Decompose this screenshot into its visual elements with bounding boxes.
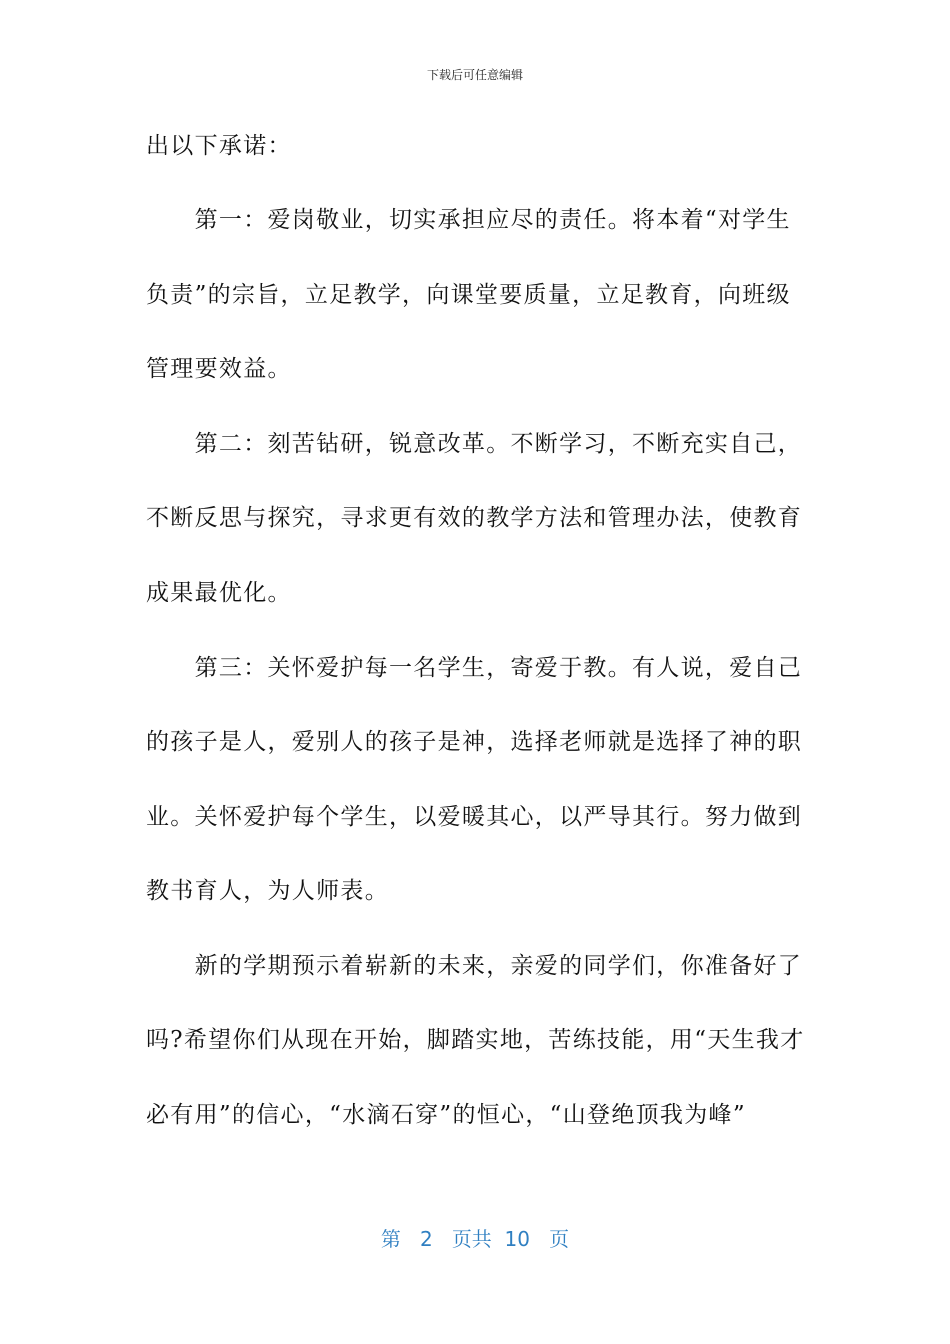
footer-middle: 页共 — [451, 1227, 492, 1251]
text-line: 成果最优化。 — [146, 580, 292, 606]
footer-suffix: 页 — [549, 1227, 570, 1251]
text-line: 必有用”的信心，“水滴石穿”的恒心，“山登绝顶我为峰” — [146, 1102, 746, 1128]
current-page-number: 2 — [420, 1227, 433, 1251]
text-line: 管理要效益。 — [146, 356, 292, 382]
text-line: 第二：刻苦钻研，锐意改革。不断学习，不断充实自己， — [146, 431, 803, 457]
text-line: 业。关怀爱护每个学生，以爱暖其心，以严导其行。努力做到 — [146, 804, 803, 830]
text-line: 出以下承诺： — [146, 133, 292, 159]
text-line: 吗?希望你们从现在开始，脚踏实地，苦练技能，用“天生我才 — [146, 1027, 805, 1053]
text-line: 新的学期预示着崭新的未来，亲爱的同学们，你准备好了 — [146, 953, 803, 979]
page-number-footer — [0, 1226, 950, 1252]
text-line: 第一：爱岗敬业，切实承担应尽的责任。将本着“对学生 — [146, 207, 791, 233]
text-line: 负责”的宗旨，立足教学，向课堂要质量，立足教育，向班级 — [146, 282, 791, 308]
footer-prefix: 第 — [380, 1227, 401, 1251]
text-line: 的孩子是人，爱别人的孩子是神，选择老师就是选择了神的职 — [146, 729, 803, 755]
header-note: 下载后可任意编辑 — [426, 68, 523, 82]
text-line: 教书育人，为人师表。 — [146, 878, 389, 904]
text-line: 不断反思与探究，寻求更有效的教学方法和管理办法，使教育 — [146, 505, 803, 531]
text-line: 第三：关怀爱护每一名学生，寄爱于教。有人说，爱自己 — [146, 655, 803, 681]
total-pages-number: 10 — [504, 1227, 530, 1251]
